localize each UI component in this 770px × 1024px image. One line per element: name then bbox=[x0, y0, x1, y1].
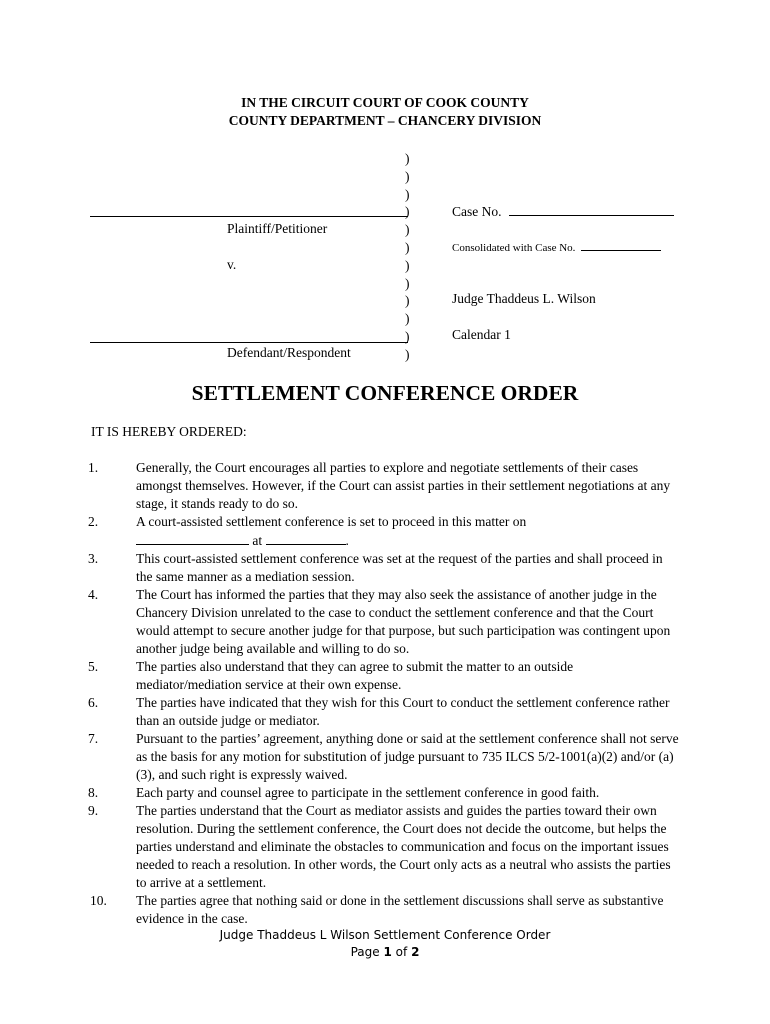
of-word: of bbox=[395, 945, 408, 959]
item-text-part: . bbox=[345, 533, 349, 548]
order-item bbox=[88, 730, 688, 784]
order-item bbox=[88, 784, 688, 802]
ordered-heading: IT IS HEREBY ORDERED: bbox=[91, 424, 247, 439]
page-current: 1 bbox=[383, 945, 392, 959]
caption-paren: ) bbox=[405, 169, 410, 184]
caption-paren: ) bbox=[405, 329, 410, 344]
order-item bbox=[88, 892, 688, 928]
case-caption bbox=[0, 0, 770, 380]
versus-label: v. bbox=[227, 257, 237, 272]
order-item bbox=[88, 550, 688, 586]
item-text bbox=[136, 513, 681, 550]
item-text: The parties agree that nothing said or done in the settlement discussions shall serve as substantive evidence in the case. bbox=[136, 893, 664, 926]
defendant-label: Defendant/Respondent bbox=[227, 345, 351, 360]
item-number: 9. bbox=[88, 803, 99, 818]
caption-paren: ) bbox=[405, 258, 410, 273]
page-word: Page bbox=[350, 945, 380, 959]
document-title: SETTLEMENT CONFERENCE ORDER bbox=[191, 381, 579, 405]
item-text: The parties understand that the Court as mediator assists and guides the parties toward their own resolution. During the settlement conference, the Court does not decide the outcome, but helps the parties understand and eliminate the obstacles to communication and focus on the important issues needed to reach a resolution. In other words, the Court only acts as a neutral who assists the parties to arrive at a settlement. bbox=[136, 803, 671, 890]
item-number: 2. bbox=[88, 514, 99, 529]
item-number: 6. bbox=[88, 695, 99, 710]
judge-name: Judge Thaddeus L. Wilson bbox=[452, 291, 596, 306]
court-name: IN THE CIRCUIT COURT OF COOK COUNTY bbox=[241, 95, 529, 110]
caption-paren: ) bbox=[405, 240, 410, 255]
case-number-label: Case No. bbox=[452, 204, 502, 219]
page-number bbox=[0, 944, 770, 961]
caption-paren: ) bbox=[405, 187, 410, 202]
page-footer bbox=[0, 927, 770, 961]
order-item bbox=[88, 802, 688, 892]
page-total: 2 bbox=[411, 945, 420, 959]
consolidated-case-blank bbox=[581, 239, 661, 251]
court-division: COUNTY DEPARTMENT – CHANCERY DIVISION bbox=[228, 113, 542, 128]
item-number: 3. bbox=[88, 551, 99, 566]
plaintiff-label: Plaintiff/Petitioner bbox=[227, 221, 328, 236]
item-text: The parties have indicated that they wish for this Court to conduct the settlement conference rather than an outside judge or mediator. bbox=[136, 695, 670, 728]
caption-paren: ) bbox=[405, 311, 410, 326]
calendar-number: Calendar 1 bbox=[452, 327, 511, 342]
item-text: This court-assisted settlement conference was set at the request of the parties and shall proceed in the same manner as a mediation session. bbox=[136, 551, 663, 584]
order-item bbox=[88, 459, 688, 513]
order-items bbox=[88, 459, 688, 928]
item-number: 7. bbox=[88, 731, 99, 746]
item-text-part: A court-assisted settlement conference is set to proceed in this matter on bbox=[136, 514, 527, 529]
item-text: The Court has informed the parties that they may also seek the assistance of another judge in the Chancery Division unrelated to the case to conduct the settlement conference and that the Court would attempt to secure another judge for that purpose, but such participation was contingent upon another judge being available and willing to do so. bbox=[136, 587, 671, 656]
item-number: 5. bbox=[88, 659, 99, 674]
date-blank bbox=[136, 531, 249, 545]
item-text: Pursuant to the parties’ agreement, anything done or said at the settlement conference shall not serve as the basis for any motion for substitution of judge pursuant to 735 ILCS 5/2-1001(a)(2) and/or (a)(3), and such right is expressly waived. bbox=[136, 731, 679, 782]
time-blank bbox=[266, 531, 346, 545]
caption-paren: ) bbox=[405, 222, 410, 237]
consolidated-case-field bbox=[452, 239, 661, 257]
consolidated-case-label: Consolidated with Case No. bbox=[452, 242, 576, 254]
caption-paren: ) bbox=[405, 276, 410, 291]
item-text-part: at bbox=[252, 533, 263, 548]
item-number: 8. bbox=[88, 785, 99, 800]
order-item bbox=[88, 586, 688, 658]
item-text: The parties also understand that they can agree to submit the matter to an outside mediator/mediation service at their own expense. bbox=[136, 659, 574, 692]
item-number: 4. bbox=[88, 587, 99, 602]
caption-paren: ) bbox=[405, 151, 410, 166]
case-number-blank bbox=[509, 202, 674, 216]
item-text: Each party and counsel agree to participate in the settlement conference in good faith. bbox=[136, 785, 600, 800]
defendant-signature-line bbox=[90, 342, 408, 343]
item-number: 1. bbox=[88, 460, 99, 475]
item-text: Generally, the Court encourages all parties to explore and negotiate settlements of their cases amongst themselves. However, if the Court can assist parties in their settlement negotiations at any stage, it stands ready to do so. bbox=[136, 460, 671, 511]
order-item bbox=[88, 694, 688, 730]
caption-paren: ) bbox=[405, 347, 410, 362]
order-item bbox=[88, 513, 688, 550]
caption-paren: ) bbox=[405, 293, 410, 308]
footer-title: Judge Thaddeus L Wilson Settlement Conference Order bbox=[219, 928, 551, 942]
plaintiff-signature-line bbox=[90, 216, 408, 217]
case-number-field bbox=[452, 202, 674, 221]
item-number: 10. bbox=[90, 893, 107, 908]
order-item bbox=[88, 658, 688, 694]
caption-paren: ) bbox=[405, 204, 410, 219]
